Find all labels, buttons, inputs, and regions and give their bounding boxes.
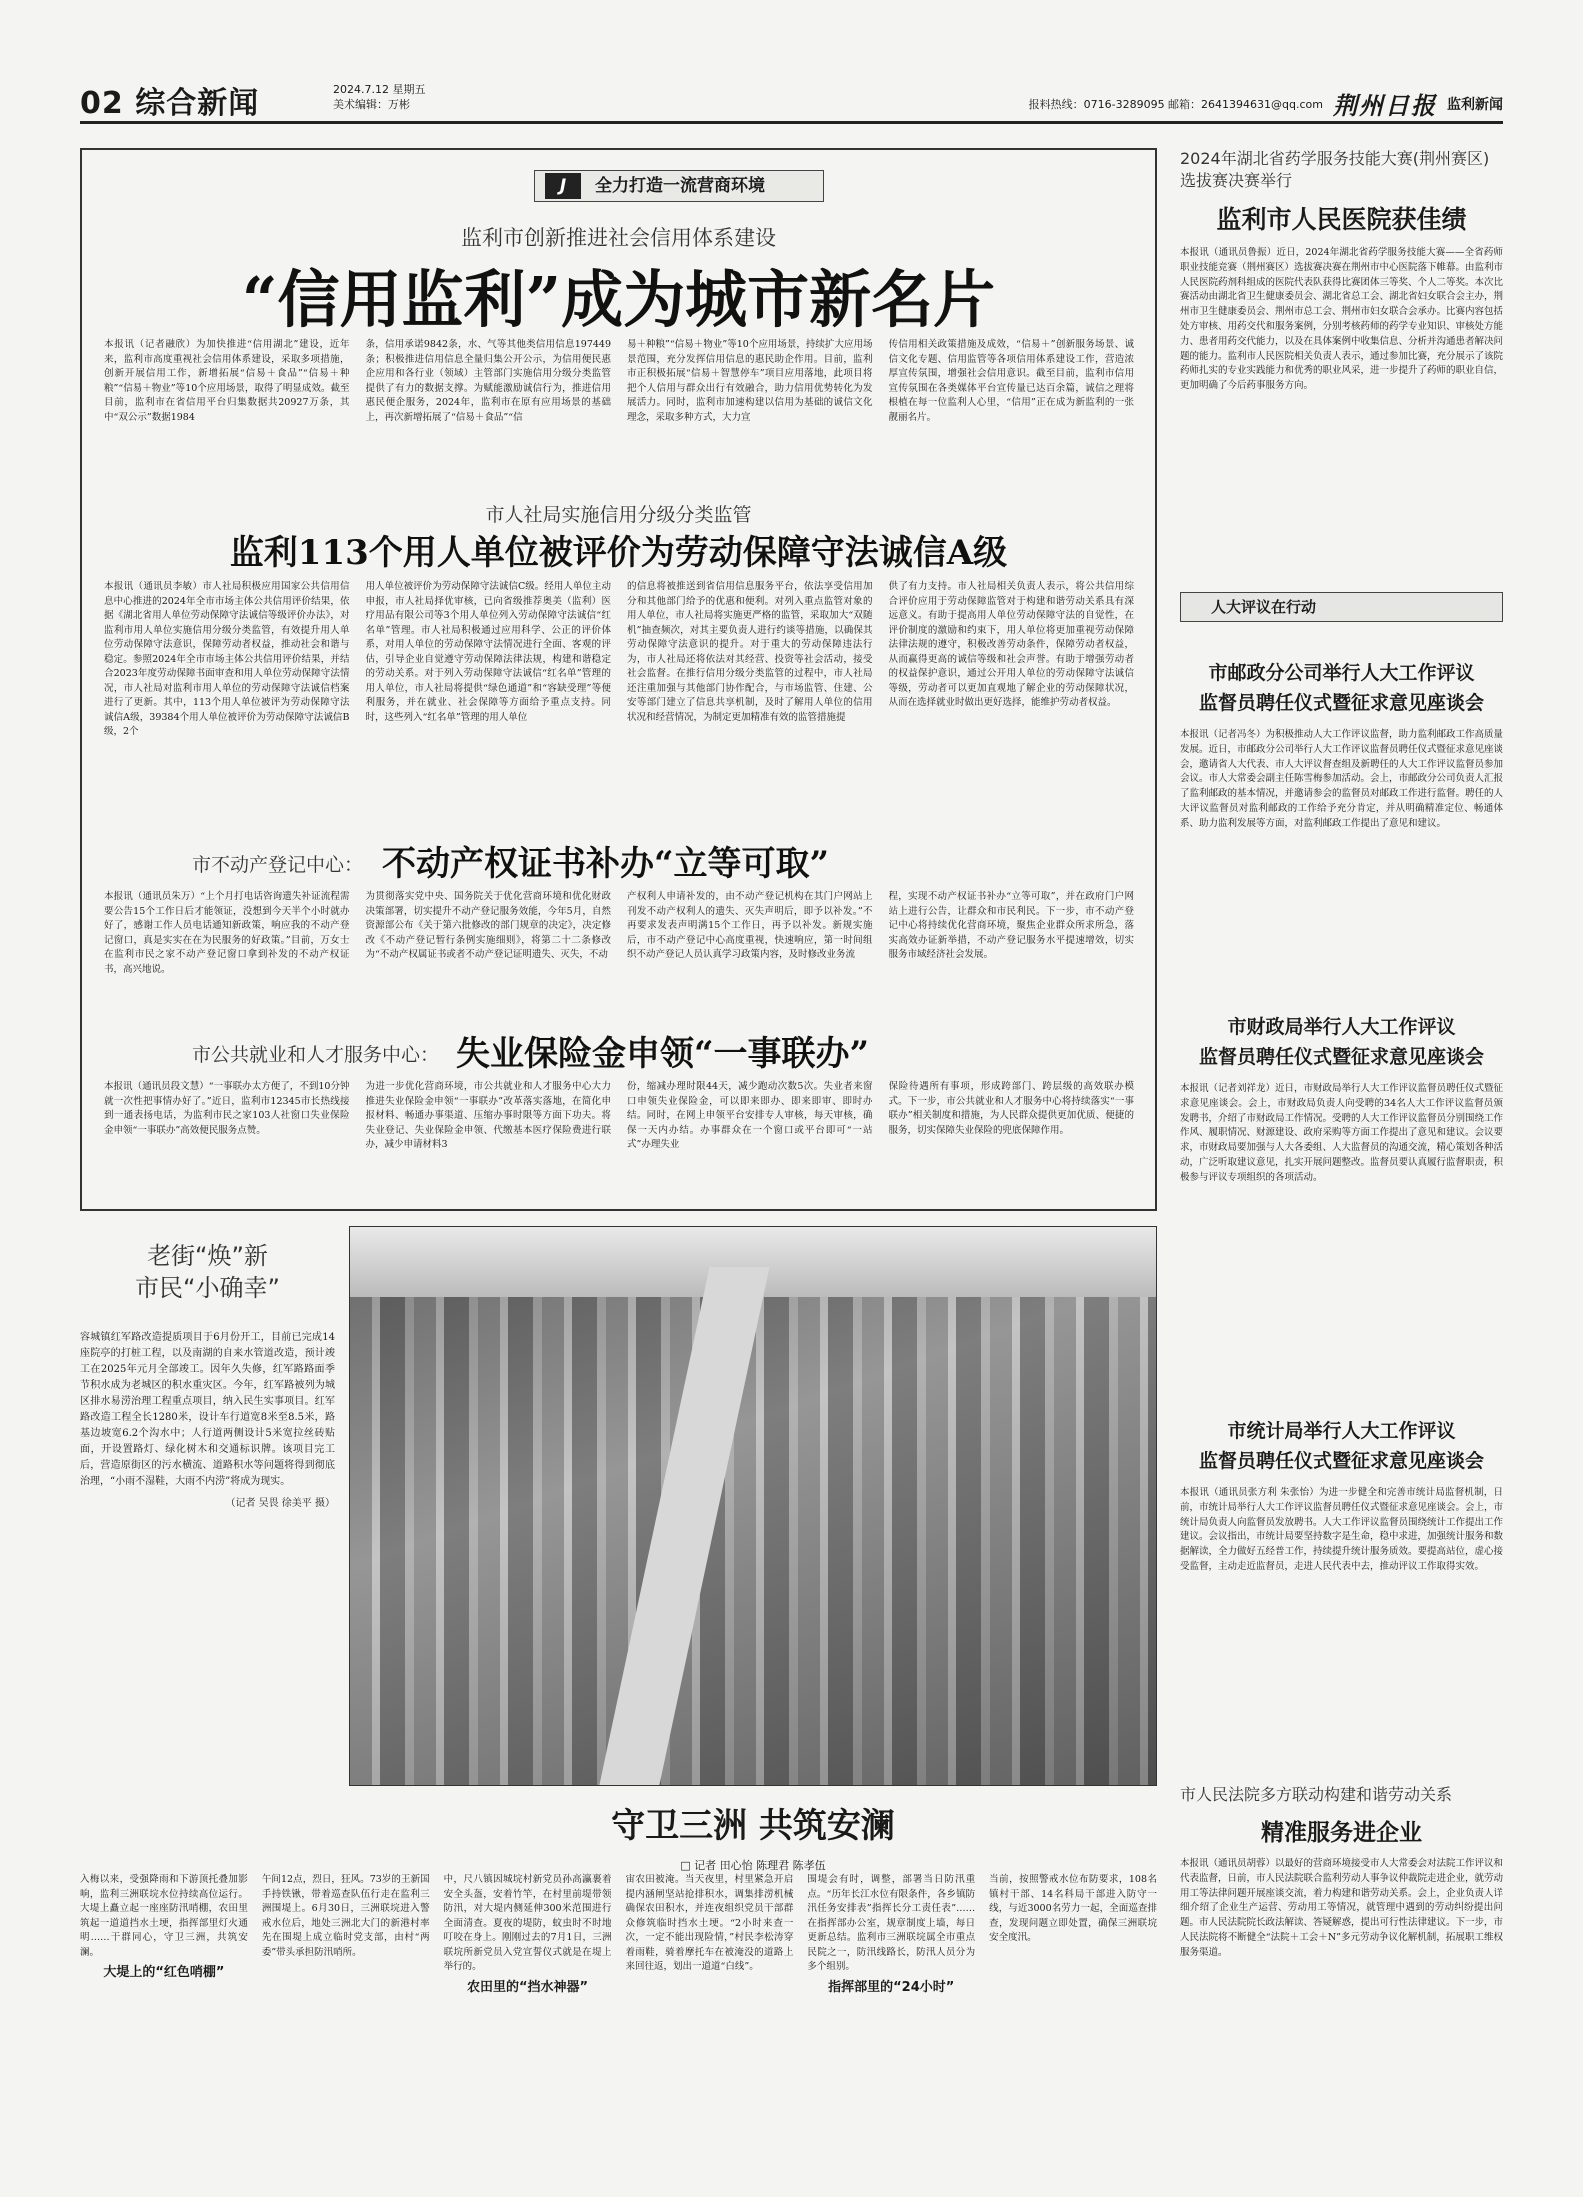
sidebar-item2-body: 本报讯（记者冯冬）为积极推动人大工作评议监督，助力监利邮政工作高质量发展。近日，市邮政分公司举行人大工作评议监督员聘任仪式暨征求意见座谈会，邀请省人大代表、市人大评议督查组及新聘任的人大工作评议监督员参加会议。市人大常委会副主任陈雪梅参加活动。会上，市邮政分公司负责人汇报了监利邮政的基本情况，并邀请参会的监督员对邮政工作进行监督。聘任的人大评议监督员对监利邮政的工作给予充分肯定，并从明确精准定位、畅通体系、助力监利发展等方面，对监利邮政工作提出了意见和建议。 [1180, 729, 1503, 829]
flood-col: 午间12点，烈日，狂风。73岁的王新国手持铁锹，带着巡查队伍行走在监利三洲围堤上。6月30日，三洲联垸进入警戒水位后，地处三洲北大门的新港村率先在围堤上成立临时党支部，由村“两委”带头承担防汛哨所。 [261, 1874, 430, 1958]
flood-col: 宙农田被淹。当天夜里，村里紧急开启提内涵闸坚站抢排积水，调集排涝机械确保农田积水，并连夜组织党员干部群众修筑临时挡水土埂。“2小时来查一次，一定不能出现险情，”村民李松涛穿着雨鞋，骑着摩托车在被淹没的道路上来回往返，划出一道道“白线”。 [625, 1874, 794, 1972]
story1-col: 条，信用承诺9842条，水、气等其他类信用信息197449条；积极推进信用信息全量归集公开公示，为信用便民惠企应用和各行业（领域）主管部门实施信用分级分类监管提供了有力的数据支撑。为赋能激励诚信行为，推进信用惠民便企服务，2024年，监利市在原有应用场景的基础上，再次新增拓展了“信易＋食品”“信 [365, 339, 611, 423]
story4-col: 为进一步优化营商环境，市公共就业和人才服务中心大力推进失业保险金申领“一事联办”改革落实落地，在简化申报材料、畅通办事渠道、压缩办事时限等方面下功夫。将失业登记、失业保险金申领、代缴基本医疗保险费进行联办，减少申请材料3 [365, 1081, 611, 1150]
flood-story-body [80, 1873, 1157, 2173]
story2-headline: 监利113个用人单位被评价为劳动保障守法诚信A级 [229, 533, 1008, 573]
photo-river [590, 1267, 769, 1786]
story2-body [104, 580, 1134, 754]
sidebar-item1-kicker: 2024年湖北省药学服务技能大赛(荆州赛区)选拔赛决赛举行 [1180, 149, 1490, 190]
sidebar-item2-headline-1: 市邮政分公司举行人大工作评议 [1208, 662, 1475, 684]
story3-col: 为贯彻落实党中央、国务院关于优化营商环境和优化财政决策部署，切实提升不动产登记服务效能，今年5月，自然资源部公布《关于第六批修改的部门规章的决定》，决定修改《不动产登记暂行条例实施细则》，将第二十二条修改为“不动产权属证书或者不动产登记证明遗失、灭失，不动 [365, 891, 611, 960]
flood-col [807, 1873, 975, 2173]
old-street-body: 容城镇红军路改造提质项目于6月份开工，目前已完成14座院亭的打桩工程，以及南湖的自来水管道改造，预计竣工在2025年元月全部竣工。因年久失修，红军路路面季节积水成为老城区的积水重灾区。今年，红军路被列为城区排水易涝治理工程重点项目，纳入民生实事项目。红军路改造工程全长1280米，设计车行道宽8米至8.5米，路基边坡宽6.2个沟水中；人行道两侧设计5米宽拉丝砖贴面，开设置路灯、绿化树木和交通标识牌。该项目完工后，营造原街区的污水横流、道路积水等问题将得到彻底治理，“小雨不湿鞋，大雨不内涝”将成为现实。 [80, 1332, 335, 1487]
story4-col: 保险待遇所有事项，形成跨部门、跨层级的高效联办模式。下一步，市公共就业和人才服务中心将持续落实“一事联办”相关制度和措施，为人民群众提供更加优质、便捷的服务，切实保障失业保险的兜底保障作用。 [888, 1081, 1134, 1136]
header-right [1029, 86, 1503, 121]
sidebar-item5-headline: 精准服务进企业 [1261, 1819, 1422, 1846]
sidebar-item1-headline: 监利市人民医院获佳绩 [1216, 205, 1467, 234]
sidebar-item4-headline-2: 监督员聘任仪式暨征求意见座谈会 [1198, 1450, 1484, 1472]
story3-body [104, 890, 1134, 1002]
story2-col: 的信息将被推送到省信用信息服务平台，依法享受信用加分和其他部门给予的优惠和便利。对列入重点监管对象的用人单位，市人社局将实施更严格的监管，采取加大“双随机”抽查频次，对其主要负责人进行约谈等措施，以确保其劳动保障守法意识的提升。对于重大的劳动保障违法行为，市人社局还将依法对其经营、投资等社会活动，接受社会监督。在推行信用分级分类监管的过程中，市人社局还注重加强与其他部门协作配合，与市场监管、住建、公安等部门建立了信息共享机制，及时了解用人单位的信用状况和经营情况，为制定更加精准有效的监管措施提 [627, 581, 873, 723]
aerial-street-photo [349, 1226, 1157, 1786]
sidebar-item1-body: 本报讯（通讯员鲁振）近日，2024年湖北省药学服务技能大赛——全省药师职业技能竞赛（荆州赛区）选拔赛决赛在荆州市中心医院落下帷幕。由监利市人民医院药剂科组成的医院代表队获得比赛团体三等奖、个人二等奖。本次比赛活动由湖北省卫生健康委员会、湖北省总工会、湖北省妇女联合会主办，荆州市卫生健康委员会、荆州市总工会、荆州市妇女联合会承办。比赛内容包括处方审核、用药交代和服务案例，分别考核药师的药学专业知识、审核处方能力、患者用药交代能力，以及在具体案例中收集信息、分析并沟通患者解决问题的能力。监利市人民医院相关负责人表示，通过参加比赛，充分展示了该院药师扎实的专业实践能力和优秀的职业风采，进一步提升了药师的职业自信，更加明确了今后药事服务方向。 [1180, 247, 1503, 392]
sidebar-item3 [1180, 1012, 1503, 1382]
section-banner [534, 170, 824, 202]
flood-story-header [349, 1798, 1157, 1873]
story3-col: 产权利人申请补发的，由不动产登记机构在其门户网站上刊发不动产权利人的遗失、灭失声明后，即予以补发。”不再要求发表声明满15个工作日，再予以补发。新规实施后，市不动产登记中心高度重视，快速响应，第一时间组织不动产登记人员认真学习政策内容，及时修改业务流 [627, 891, 873, 960]
page-header [80, 78, 1503, 124]
sidebar-section-banner: 人大评议在行动 [1180, 592, 1503, 622]
sidebar-item3-headline-2: 监督员聘任仪式暨征求意见座谈会 [1198, 1046, 1484, 1068]
sidebar-item5 [1180, 1784, 1503, 2057]
header-meta [333, 82, 425, 112]
old-street-title-line2: 市民“小确幸” [135, 1274, 280, 1302]
story3-col: 程，实现不动产权证书补办“立等可取”，并在政府门户网站上进行公告，让群众和市民利民。下一步，市不动产登记中心将持续优化营商环境，聚焦企业群众所求所急，落实高效办证新举措，不动产登记服务水平提速增效，切实服务市域经济社会发展。 [888, 891, 1134, 960]
sidebar-item4-body: 本报讯（通讯员张方利 朱张怡）为进一步健全和完善市统计局监督机制，日前，市统计局举行人大工作评议监督员聘任仪式暨征求意见座谈会。会上，市统计局负责人向监督员发放聘书。人大工作评议监督员围绕统计工作提出工作建议。会议指出，市统计局要坚持数字是生命，稳中求进，加强统计服务和数据解读，全力做好五经普工作，持续提升统计服务质效。要提高站位，虚心接受监督，主动走近监督员，走进人民代表中去，推动评议工作取得实效。 [1180, 1487, 1503, 1572]
flood-col-text: 围堤会有时，调整，部署当日防汛重点。“历年长江水位有限条件，各乡镇防汛任务安排表”指挥长分工责任表”……在指挥部办公室，规章制度上墙，每日更新总结。监利市三洲联垸属全市重点民院之一，防汛线路长，防汛人员分为多个组别。 [807, 1874, 976, 1972]
sidebar-item2 [1180, 658, 1503, 978]
sidebar-item5-kicker: 市人民法院多方联动构建和谐劳动关系 [1180, 1785, 1453, 1804]
contact-line: 报料热线：0716-3289095 邮箱：2641394631@qq.com [1028, 97, 1323, 111]
section-j-icon: J [545, 173, 581, 199]
flood-story-byline: □ 记者 田心怡 陈理君 陈孝伍 [680, 1859, 826, 1872]
photo-credit: （记者 吴畏 徐美平 摄） [225, 1498, 335, 1509]
page-number: 02 综合新闻 [80, 86, 260, 121]
paper-logo: 荆州日报 [1333, 91, 1437, 120]
flood-col: 当前，按照警戒水位布防要求，108名镇村干部、14名科局干部进入防守一线，与近3000名劳力一起，全面巡查排查，发现问题立即处置，确保三洲联垸安全度汛。 [989, 1874, 1157, 1943]
story2-col: 用人单位被评价为劳动保障守法诚信C级。经用人单位主动申报，市人社局择优审核，已向省级推荐奥美（监利）医疗用品有限公司等3个用人单位列入劳动保障守法诚信“红名单”管理。市人社局积极通过应用科学、公正的评价体系，对用人单位的劳动保障守法情况进行全面、客观的评估，引导企业自觉遵守劳动保障法律法规，构建和谐稳定的劳动关系。对于列入劳动保障守法诚信“红名单”管理的用人单位，市人社局将提供“绿色通道”和“容缺受理”等便利服务，并在就业、社会保障等方面给予重点支持。同时，这些列入“红名单”管理的用人单位 [365, 581, 611, 723]
story4-col: 本报讯（通讯员段文慧）“一事联办太方便了，不到10分钟就一次性把事情办好了。”近日，监利市12345市长热线接到一通表扬电话，为监利市民之家103人社窗口失业保险金申领“一事联办”高效便民服务点赞。 [104, 1081, 350, 1136]
sidebar-item3-headline-1: 市财政局举行人大工作评议 [1227, 1016, 1456, 1038]
story3-headline: 不动产权证书补办“立等可取” [382, 844, 830, 884]
flood-subhead: 农田里的“挡水神器” [467, 1979, 589, 1995]
story1-col: 易＋种粮”“信易＋物业”等10个应用场景，持续扩大应用场景范围，充分发挥信用信息的惠民助企作用。目前，监利市正积极拓展“信易＋智慧停车”项目应用落地，此项目将把个人信用与群众出行有效融合，助力信用优势转化为发展活力。同时，监利市加速构建以信用为基础的诚信文化理念，采取多种方式，大力宣 [627, 339, 873, 423]
story3-kicker: 市不动产登记中心： [192, 854, 364, 876]
business-environment-section [80, 148, 1157, 1211]
story4-col: 份，缩减办理时限44天，减少跑动次数5次。失业者来窗口申领失业保险金，可以即来即办、即来即审、即时办结。同时，在网上申领平台安排专人审核，每天审核，确保一天内办结。办事群众在一个窗口或平台即可“一站式”办理失业 [627, 1081, 873, 1150]
section-banner-text: 全力打造一流营商环境 [595, 176, 765, 196]
network-label: 监利新闻 [1447, 96, 1503, 113]
story1-col: 本报讯（记者融欣）为加快推进“信用湖北”建设，近年来，监利市高度重视社会信用体系建设，采取多项措施，创新开展信用工作，新增拓展“信易＋食品”“信易＋种粮”“信易＋物业”等10个应用场景，取得了明显成效。截至目前，监利市在省信用平台归集数据共20927万条，其中“双公示”数据1984 [104, 339, 350, 423]
story4-body [104, 1080, 1134, 1190]
story2-col: 本报讯（通讯员李敏）市人社局积极应用国家公共信用信息中心推进的2024年全市市场主体公共信用评价结果，依据《湖北省用人单位劳动保障守法诚信等级评价办法》，对监利市用人单位实施信用分级分类监管，有效提升用人单位劳动保障守法意识，保障劳动者权益，推动社会和谐与稳定。参照2024年全市市场主体公共信用评价结果，并结合2023年度劳动保障书面审查和用人单位劳动保障守法情况，市人社局对监利市用人单位的劳动保障守法诚信档案进行了更新。其中，113个用人单位被评为劳动保障守法诚信A级，39384个用人单位被评价为劳动保障守法诚信B级，2个 [104, 581, 350, 737]
sidebar-item2-headline-2: 监督员聘任仪式暨征求意见座谈会 [1198, 692, 1484, 714]
sidebar-item5-body: 本报讯（通讯员胡蓉）以最好的营商环境接受市人大常委会对法院工作评议和代表监督，日前，市人民法院联合监利劳动人事争议仲裁院走进企业，就劳动用工等法律问题开展座谈交流，着力构建和谐劳动关系。会上，企业负责人详细介绍了企业生产运营、劳动用工等情况，就管理中遇到的劳动纠纷提出问题。市人民法院院长政法解读、答疑解惑，提出可行性法律建议。下一步，市人民法院将不断健全“法院＋工会＋N”多元劳动争议化解机制，拓展职工维权服务渠道。 [1180, 1858, 1503, 1958]
flood-subhead: 大堤上的“红色哨棚” [103, 1965, 225, 1980]
flood-col-text: 入梅以来，受强降雨和下游顶托叠加影响，监利三洲联垸水位持续高位运行。大堤上矗立起一座座防汛哨棚，农田里筑起一道道挡水土埂，指挥部里灯火通明……干群同心，守卫三洲，共筑安澜。 [80, 1874, 248, 1958]
sidebar-item4-headline-1: 市统计局举行人大工作评议 [1227, 1420, 1456, 1442]
story1-headline: “信用监利”成为城市新名片 [241, 263, 996, 336]
flood-story-title: 守卫三洲 共筑安澜 [611, 1806, 895, 1846]
sidebar-item3-body: 本报讯（记者刘祥龙）近日，市财政局举行人大工作评议监督员聘任仪式暨征求意见座谈会。会上，市财政局负责人向受聘的34名人大工作评议监督员颁发聘书，介绍了市财政局工作情况。受聘的人大工作评议监督员分别围绕工作作风、履职情况、财源建设、政府采购等方面工作提出了意见和建议。会议要求，市财政局要加强与人大各委组、人大监督员的沟通交流，精心策划各种活动，广泛听取建议意见，扎实开展问题整改。监督员要认真履行监督职责，积极参与评议专项组织的各项活动。 [1180, 1083, 1503, 1183]
story1-kicker: 监利市创新推进社会信用体系建设 [461, 226, 776, 250]
sidebar-item4 [1180, 1416, 1503, 1756]
story2-kicker: 市人社局实施信用分级分类监管 [485, 504, 752, 526]
old-street-title-line1: 老街“焕”新 [147, 1242, 268, 1270]
flood-col [444, 1873, 612, 2173]
story4-kicker: 市公共就业和人才服务中心： [192, 1044, 440, 1066]
story4-headline: 失业保险金申领“一事联办” [456, 1034, 870, 1074]
old-street-story [80, 1226, 335, 1786]
flood-subhead: 指挥部里的“24小时” [828, 1979, 955, 1995]
date-line: 2024.7.12 星期五 [333, 83, 426, 96]
story1-col: 传信用相关政策措施及成效，“信易＋”创新服务场景、诚信文化专题、信用监管等各项信用体系建设工作，营造浓厚宣传氛围，增强社会信用意识。截至目前，监利市信用宣传氛围在各类媒体平台宣传量已达百余篇，诚信之理将根植在每一位监利人心里，“信用”正在成为新监利的一张靓丽名片。 [888, 339, 1134, 423]
story3-col: 本报讯（通讯员朱万）“上个月打电话咨询遗失补证流程需要公告15个工作日后才能领证，没想到今天半个小时就办好了，感谢工作人员电话通知新政策，响应我的不动产登记窗口，真是实实在在为民服务的好政策。”目前，万女士在监利市民之家不动产登记窗口拿到补发的不动产权证书，高兴地说。 [104, 891, 350, 975]
editor-line: 美术编辑：万彬 [333, 98, 410, 111]
flood-col [80, 1873, 248, 2173]
story2-col: 供了有力支持。市人社局相关负责人表示，将公共信用综合评价应用于劳动保障监管对于构建和谐劳动关系具有深远意义。有助于提高用人单位劳动保障守法的自觉性，在评价制度的激励和约束下，用人单位将更加重视劳动保障法律法规的遵守，积极改善劳动条件，保障劳动者权益，从而赢得更高的诚信等级和社会声誉。有助于增强劳动者的权益保护意识，通过公开用人单位的劳动保障守法诚信等级，劳动者可以更加直观地了解企业的劳动保障状况，从而在选择就业时做出更好选择，能维护劳动者权益。 [888, 581, 1134, 708]
right-sidebar [1180, 148, 1503, 2138]
story1-body [104, 338, 1134, 488]
flood-col-text: 中，尺八镇因城垸村新党员孙高瀛裹着安全头盔，安着竹竿，在村里前堤带领防汛，对大堤内侧延伸300米范围进行全面清查。夏夜的堤防，蚊虫时不时地叮咬在身上。刚刚过去的7月1日，三洲联垸所新党员入党宣誓仪式就是在堤上举行的。 [443, 1874, 612, 1972]
